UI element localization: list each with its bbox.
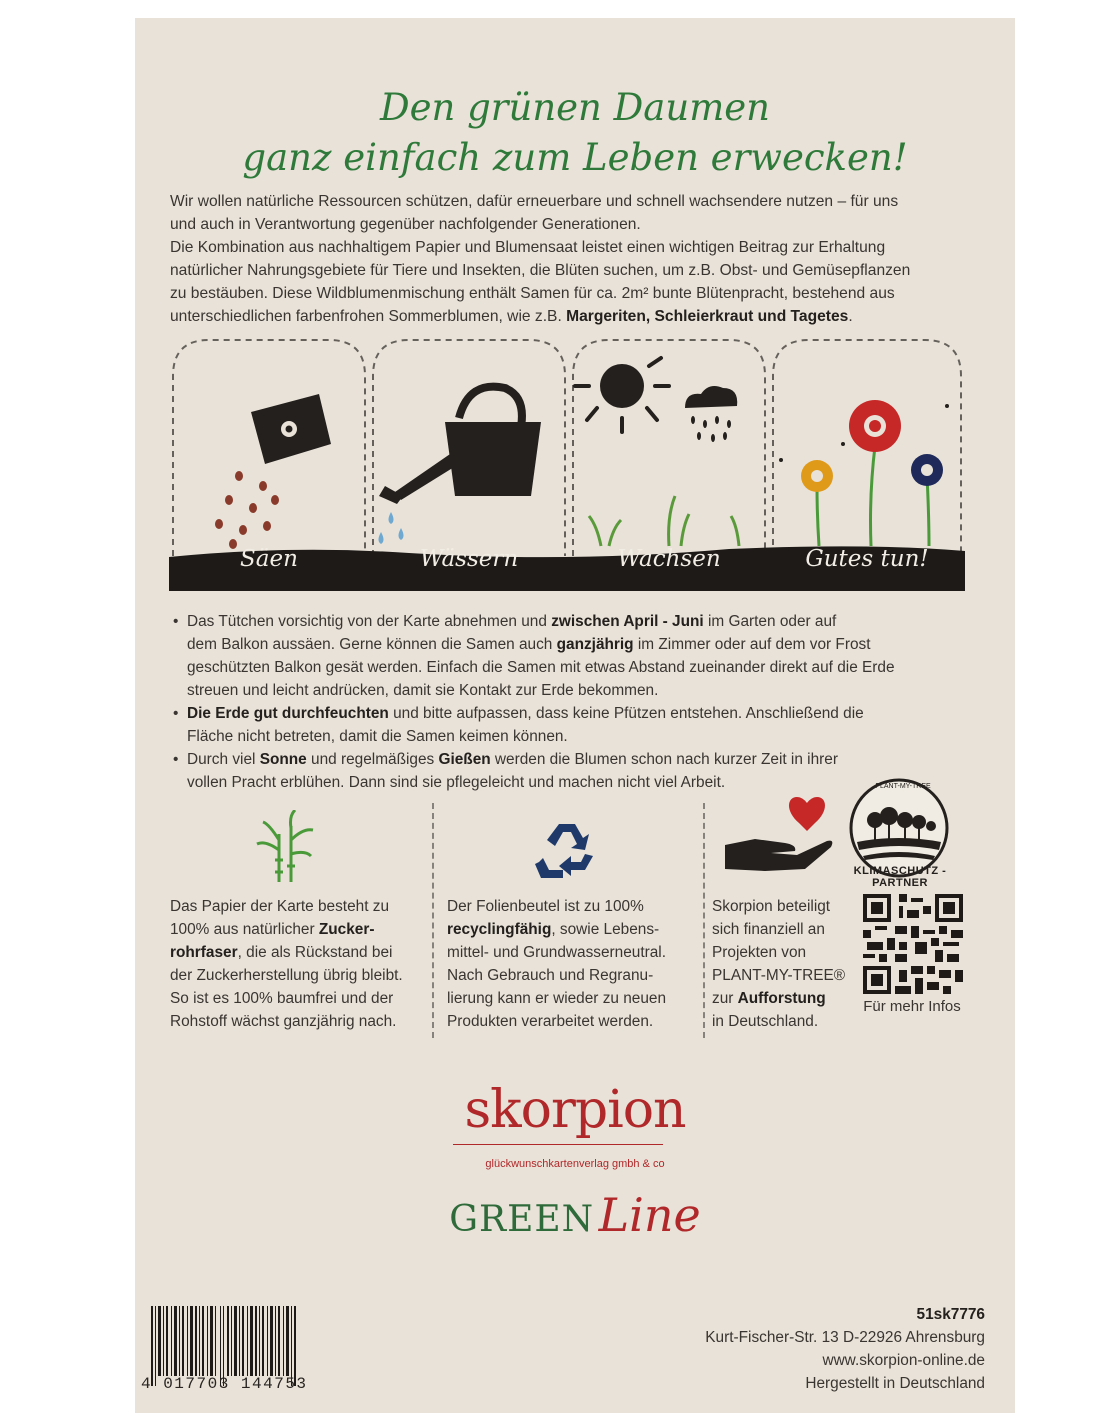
intro-line: natürlicher Nahrungsgebiete für Tiere und Insekten, die Blüten suchen, um z.B. Obst- und Gemüsepflanzen (170, 262, 911, 279)
intro-text: unterschiedlichen farbenfrohen Sommerblumen, wie z.B. (170, 308, 567, 325)
bullet-line: geschützten Balkon gesät werden. Einfach die Samen mit etwas Abstand zueinander direkt auf die Erde (187, 659, 895, 676)
bullet-line (187, 748, 1003, 771)
publisher-address (705, 1303, 985, 1395)
street-address: Kurt-Fischer-Str. 13 D-22926 Ahrensburg (705, 1329, 985, 1346)
text-line: lierung kann er wieder zu neuen (447, 990, 667, 1007)
column-divider (432, 803, 434, 1038)
headline-line-2: ganz einfach zum Leben erwecken! (242, 136, 908, 179)
text: im Garten oder auf (703, 613, 837, 630)
flowers-icon (779, 400, 949, 546)
text: Das Tütchen vorsichtig von der Karte abnehmen und (187, 613, 552, 630)
intro-line-last (170, 305, 1000, 328)
article-number: 51sk7776 (916, 1306, 985, 1323)
text-line (447, 918, 697, 941)
text: und regelmäßiges (306, 751, 439, 768)
text-line: Rohstoff wächst ganzjährig nach. (170, 1013, 397, 1030)
text: werden die Blumen schon nach kurzer Zeit in ihrer (490, 751, 838, 768)
bullet-line (187, 610, 1003, 633)
headline-line-1: Den grünen Daumen (379, 86, 771, 129)
made-in: Hergestellt in Deutschland (805, 1375, 985, 1392)
step-label-waessern: Wässern (419, 546, 519, 572)
sowing-period: zwischen April - Juni (551, 613, 704, 630)
sugarcane-fiber: Zucker- (318, 921, 375, 938)
moisten-soil: Die Erde gut durchfeuchten (187, 705, 389, 722)
step-label-saeen: Säen (240, 546, 298, 572)
column-divider (703, 803, 705, 1038)
reforestation: Aufforstung (737, 990, 826, 1007)
climate-partner-label: KLIMASCHUTZ - PARTNER (853, 865, 947, 889)
bullet-dot: • (173, 751, 179, 768)
bullet-line (187, 702, 1003, 725)
list-item (173, 610, 1003, 702)
intro-line: und auch in Verantwortung gegenüber nachfolgender Generationen. (170, 216, 641, 233)
bullet-line: streuen und leicht andrücken, damit sie Kontakt zur Erde bekommen. (187, 682, 659, 699)
greenline-line: Line (598, 1188, 701, 1242)
text-line: Skorpion beteiligt (712, 898, 831, 915)
barcode (149, 1306, 299, 1386)
qr-caption: Für mehr Infos (863, 998, 961, 1015)
text: , sowie Lebens- (551, 921, 660, 938)
text: im Zimmer oder auf dem vor Frost (633, 636, 871, 653)
reforestation-info (712, 895, 862, 1033)
hand-heart-icon (725, 793, 835, 883)
sun: Sonne (259, 751, 307, 768)
text-line: der Zuckerherstellung übrig bleibt. (170, 967, 403, 984)
text: 100% aus natürlicher (170, 921, 319, 938)
skorpion-subtitle: glückwunschkartenverlag gmbh & co (485, 1158, 665, 1170)
text-line (170, 941, 420, 964)
list-item (173, 702, 1003, 748)
text: und bitte aufpassen, dass keine Pfützen entstehen. Anschließend die (388, 705, 864, 722)
text-line: sich finanziell an (712, 921, 825, 938)
text-line (712, 987, 862, 1010)
bullet-dot: • (173, 705, 179, 722)
paper-info (170, 895, 420, 1033)
qr-code[interactable] (863, 894, 963, 994)
text-line: Das Papier der Karte besteht zu (170, 898, 390, 915)
skorpion-logo: skorpion (464, 1080, 686, 1140)
text-line: Nach Gebrauch und Regranu- (447, 967, 654, 984)
text-line (170, 918, 420, 941)
text-line: Produkten verarbeitet werden. (447, 1013, 654, 1030)
intro-line: zu bestäuben. Diese Wildblumenmischung enthält Samen für ca. 2m² bunte Blütenpracht, bestehend aus (170, 285, 895, 302)
sugarcane-icon (255, 810, 315, 882)
intro-line: Wir wollen natürliche Ressourcen schützen, dafür erneuerbare und schnell wachsendere nutzen – für uns (170, 193, 899, 210)
text-line: Projekten von (712, 944, 807, 961)
bullet-line: Fläche nicht betreten, damit die Samen keimen können. (187, 728, 568, 745)
recyclable: recyclingfähig (447, 921, 552, 938)
step-label-wachsen: Wachsen (617, 546, 721, 572)
seed-packet-icon (215, 394, 331, 549)
intro-paragraph (170, 190, 1000, 328)
watering: Gießen (438, 751, 491, 768)
watering-can-icon (379, 387, 542, 544)
flower-names: Margeriten, Schleierkraut und Tagetes (566, 308, 849, 325)
sugarcane-fiber: rohrfaser (170, 944, 238, 961)
instructions-list (173, 610, 1003, 794)
bullet-line (187, 633, 1003, 656)
text: , die als Rückstand bei (237, 944, 393, 961)
text-line: PLANT-MY-TREE® (712, 967, 846, 984)
text: dem Balkon aussäen. Gerne können die Samen auch (187, 636, 557, 653)
steps-illustration (169, 336, 965, 576)
recycling-icon (535, 818, 601, 882)
bullet-dot: • (173, 613, 179, 630)
logo-underline (453, 1144, 663, 1145)
text: Durch viel (187, 751, 260, 768)
intro-text: . (848, 308, 853, 325)
step-label-gutes-tun: Gutes tun! (805, 546, 929, 572)
text: zur (712, 990, 738, 1007)
bullet-line: vollen Pracht erblühen. Dann sind sie pflegeleicht und machen nicht viel Arbeit. (187, 774, 726, 791)
website[interactable]: www.skorpion-online.de (822, 1352, 985, 1369)
plant-my-tree-badge-text: PLANT-MY-TREE (875, 783, 931, 790)
year-round: ganzjährig (556, 636, 634, 653)
text-line: Der Folienbeutel ist zu 100% (447, 898, 644, 915)
foil-info (447, 895, 697, 1033)
intro-line: Die Kombination aus nachhaltigem Papier und Blumensaat leistet einen wichtigen Beitrag zur Erhaltung (170, 239, 886, 256)
greenline-green: GREEN (449, 1199, 595, 1240)
product-card-back (135, 18, 1015, 1413)
text-line: mittel- und Grundwasserneutral. (447, 944, 666, 961)
greenline-logo (135, 1188, 1015, 1242)
text-line: in Deutschland. (712, 1013, 819, 1030)
text-line: So ist es 100% baumfrei und der (170, 990, 394, 1007)
sun-rain-icon (575, 358, 739, 546)
barcode-number: 4 017703 144753 (141, 1375, 308, 1393)
